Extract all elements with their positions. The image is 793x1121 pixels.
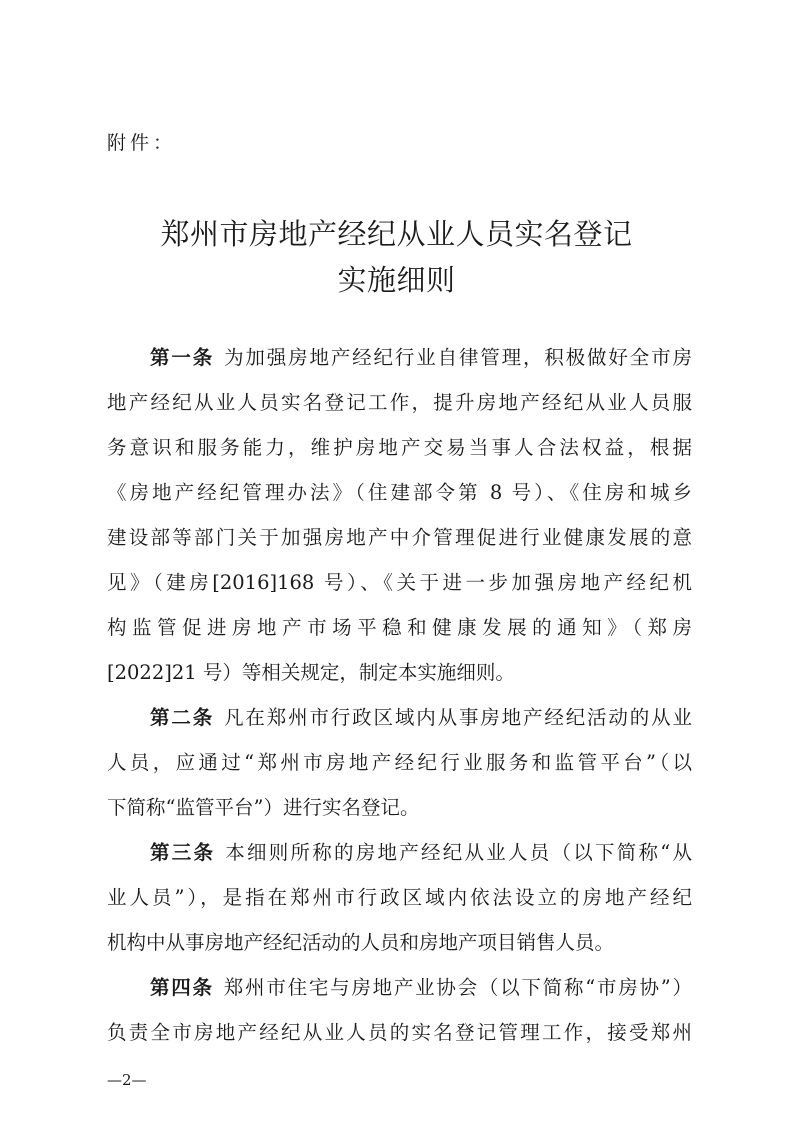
article-1-label: 第一条 bbox=[150, 346, 215, 369]
article-text: 本细则所称的房地产经纪从业人员（以下简称“从 bbox=[225, 841, 692, 864]
article-1-line-3: 务意识和服务能力，维护房地产交易当事人合法权益，根据 bbox=[107, 436, 692, 459]
article-1-line-2: 地产经纪从业人员实名登记工作，提升房地产经纪从业人员服 bbox=[107, 391, 692, 414]
article-1-line-1 bbox=[150, 338, 692, 378]
article-text: 为加强房地产经纪行业自律管理，积极做好全市房 bbox=[224, 346, 692, 369]
article-2-line-1 bbox=[150, 698, 692, 738]
article-1-line-8: [2022]21 号）等相关规定，制定本实施细则。 bbox=[107, 661, 515, 684]
article-3-line-3: 机构中从事房地产经纪活动的人员和房地产项目销售人员。 bbox=[107, 931, 615, 954]
article-1-line-4: 《房地产经纪管理办法》（住建部令第 8 号）、《住房和城乡 bbox=[107, 481, 692, 504]
article-1-line-7: 构监管促进房地产市场平稳和健康发展的通知》（郑房 bbox=[107, 616, 692, 639]
article-text: 凡在郑州市行政区域内从事房地产经纪活动的从业 bbox=[224, 706, 692, 729]
article-1-line-6: 见》（建房[2016]168 号）、《关于进一步加强房地产经纪机 bbox=[107, 571, 692, 594]
page-number: —2— bbox=[107, 1071, 147, 1089]
article-4-label: 第四条 bbox=[150, 976, 214, 999]
article-1-line-5: 建设部等部门关于加强房地产中介管理促进行业健康发展的意 bbox=[107, 526, 692, 549]
article-2-line-2: 人员，应通过“郑州市房地产经纪行业服务和监管平台”（以 bbox=[107, 751, 692, 774]
article-2-line-3: 下简称“监管平台”）进行实名登记。 bbox=[107, 796, 420, 819]
article-3-label: 第三条 bbox=[150, 841, 216, 864]
article-3-line-1 bbox=[150, 833, 692, 873]
article-4-line-2: 负责全市房地产经纪从业人员的实名登记管理工作，接受郑州 bbox=[107, 1021, 692, 1044]
attachment-label: 附件： bbox=[107, 132, 177, 154]
article-4-line-1 bbox=[150, 968, 692, 1008]
document-title-line-1: 郑州市房地产经纪从业人员实名登记 bbox=[160, 217, 633, 251]
article-text: 郑州市住宅与房地产业协会（以下简称“市房协”） bbox=[223, 976, 692, 999]
document-title-line-2: 实施细则 bbox=[337, 263, 456, 297]
article-2-label: 第二条 bbox=[150, 706, 215, 729]
article-3-line-2: 业人员”），是指在郑州市行政区域内依法设立的房地产经纪 bbox=[107, 886, 692, 909]
